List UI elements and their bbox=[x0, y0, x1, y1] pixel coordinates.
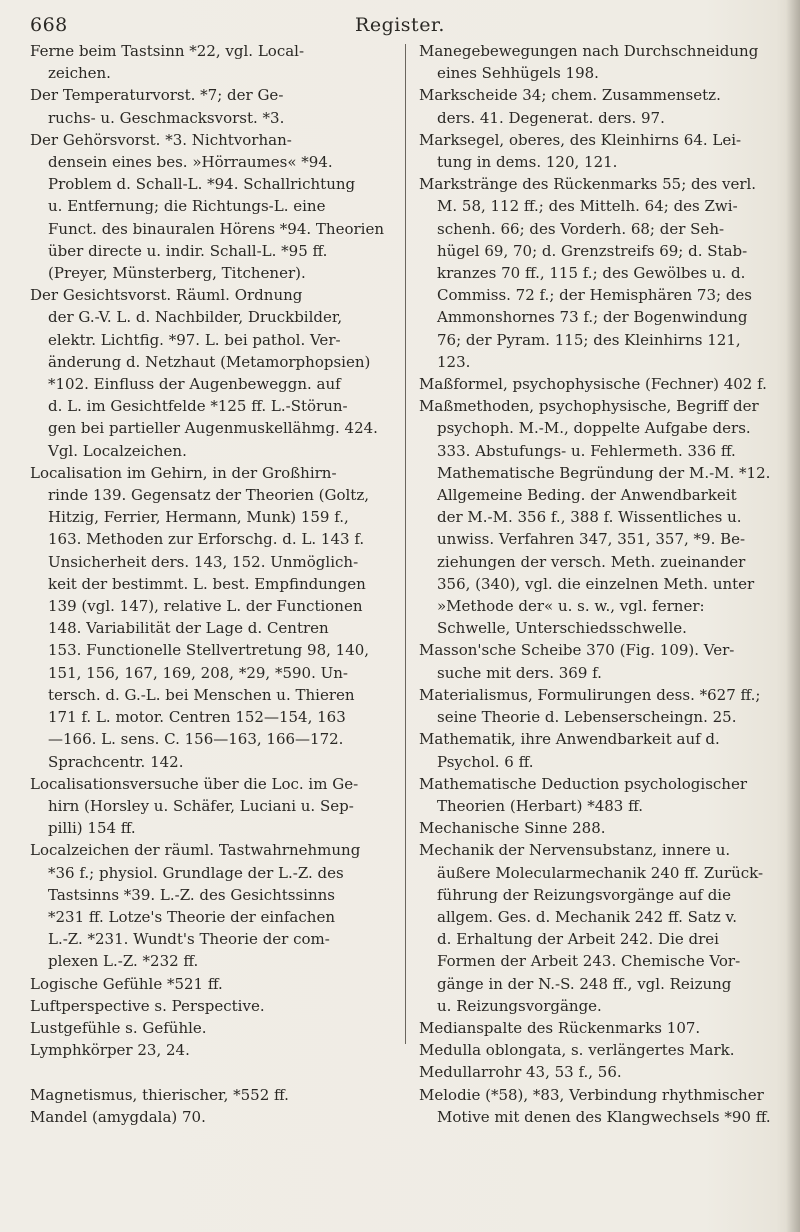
index-entry-line: Medianspalte des Rückenmarks 107. bbox=[419, 1018, 701, 1037]
index-entry-continuation: seine Theorie d. Lebenserscheingn. 25. bbox=[437, 708, 737, 727]
index-entry-continuation: u. Reizungsvorgänge. bbox=[437, 996, 602, 1015]
index-entry-continuation: allgem. Ges. d. Mechanik 242 ff. Satz v. bbox=[437, 907, 737, 926]
index-entry-continuation: M. 58, 112 ff.; des Mittelh. 64; des Zwi- bbox=[437, 197, 738, 216]
index-entry-line: Der Gesichtsvorst. Räuml. Ordnung bbox=[30, 286, 303, 305]
index-entry bbox=[419, 129, 776, 173]
index-entry-continuation: 139 (vgl. 147), relative L. der Functionen bbox=[48, 597, 363, 616]
index-entry-line: Maßformel, psychophysische (Fechner) 402 f. bbox=[419, 375, 767, 394]
index-entry bbox=[30, 1084, 395, 1106]
index-entry-continuation: ders. 41. Degenerat. ders. 97. bbox=[437, 108, 665, 127]
index-entry bbox=[30, 40, 395, 84]
index-entry bbox=[30, 1017, 395, 1039]
index-entry-line: Localzeichen der räuml. Tastwahrnehmung bbox=[30, 841, 361, 860]
index-entry bbox=[419, 684, 776, 728]
index-entry-continuation: rinde 139. Gegensatz der Theorien (Goltz, bbox=[48, 486, 370, 505]
index-entry-continuation: keit der bestimmt. L. best. Empfindungen bbox=[48, 574, 366, 593]
index-entry-line: Markstränge des Rückenmarks 55; des verl. bbox=[419, 175, 757, 194]
index-entry-line: Maßmethoden, psychophysische, Begriff der bbox=[419, 397, 759, 416]
index-entry-continuation: Sprachcentr. 142. bbox=[48, 752, 184, 771]
index-entry-continuation: gänge in der N.-S. 248 ff., vgl. Reizung bbox=[437, 974, 732, 993]
index-entry-continuation: 151, 156, 167, 169, 208, *29, *590. Un- bbox=[48, 663, 348, 682]
index-entry bbox=[30, 973, 395, 995]
index-entry-continuation: pilli) 154 ff. bbox=[48, 819, 136, 838]
index-entry bbox=[419, 1084, 776, 1128]
index-entry bbox=[419, 1017, 776, 1039]
index-entry-line: Medulla oblongata, s. verlängertes Mark. bbox=[419, 1041, 735, 1060]
index-entry bbox=[419, 839, 776, 1017]
index-entry-continuation: 148. Variabilität der Lage d. Centren bbox=[48, 619, 329, 638]
index-entry-continuation: psychoph. M.-M., doppelte Aufgabe ders. bbox=[437, 419, 751, 438]
index-entry-line bbox=[30, 1061, 395, 1083]
index-entry-continuation: suche mit ders. 369 f. bbox=[437, 663, 602, 682]
index-entry-continuation: u. Entfernung; die Richtungs-L. eine bbox=[48, 197, 326, 216]
index-entry-line: Lustgefühle s. Gefühle. bbox=[30, 1018, 207, 1037]
index-entry-line: Logische Gefühle *521 ff. bbox=[30, 974, 223, 993]
index-entry-line: Mathematik, ihre Anwendbarkeit auf d. bbox=[419, 730, 720, 749]
index-entry-continuation: führung der Reizungsvorgänge auf die bbox=[437, 885, 731, 904]
index-entry bbox=[419, 173, 776, 373]
index-entry-continuation: Theorien (Herbart) *483 ff. bbox=[437, 796, 643, 815]
index-entry-line: Magnetismus, thierischer, *552 ff. bbox=[30, 1085, 289, 1104]
index-entry-continuation: L.-Z. *231. Wundt's Theorie der com- bbox=[48, 930, 330, 949]
index-entry-continuation: 333. Abstufungs- u. Fehlermeth. 336 ff. bbox=[437, 441, 736, 460]
index-entry-line: Ferne beim Tastsinn *22, vgl. Local- bbox=[30, 42, 305, 60]
running-title: Register. bbox=[355, 14, 445, 36]
index-entry-continuation: schenh. 66; des Vorderh. 68; der Seh- bbox=[437, 219, 725, 238]
index-entry-continuation: äußere Molecularmechanik 240 ff. Zurück- bbox=[437, 863, 764, 882]
index-entry bbox=[419, 1039, 776, 1061]
index-entry-continuation: d. Erhaltung der Arbeit 242. Die drei bbox=[437, 930, 719, 949]
index-entry-line: Mechanik der Nervensubstanz, innere u. bbox=[419, 841, 731, 860]
index-entry-line: Manegebewegungen nach Durchschneidung bbox=[419, 42, 759, 60]
index-entry bbox=[30, 84, 395, 128]
index-entry-continuation: 163. Methoden zur Erforschg. d. L. 143 f. bbox=[48, 530, 365, 549]
page-header bbox=[0, 6, 800, 40]
index-entry-continuation: änderung d. Netzhaut (Metamorphopsien) bbox=[48, 352, 371, 371]
index-entry-continuation: Mathematische Begründung der M.-M. *12. bbox=[437, 463, 771, 482]
index-column-left bbox=[30, 40, 395, 1128]
index-entry-continuation: gen bei partieller Augenmuskellähmg. 424. bbox=[48, 419, 378, 438]
index-entry-line: Melodie (*58), *83, Verbindung rhythmischer bbox=[419, 1085, 764, 1104]
index-entry-line: Localisation im Gehirn, in der Großhirn- bbox=[30, 463, 337, 482]
index-entry-continuation: plexen L.-Z. *232 ff. bbox=[48, 952, 199, 971]
index-entry-continuation: Vgl. Localzeichen. bbox=[48, 441, 187, 460]
index-entry-continuation: tung in dems. 120, 121. bbox=[437, 153, 618, 172]
index-entry-continuation: Funct. des binauralen Hörens *94. Theorien bbox=[48, 219, 385, 238]
index-entry-continuation: Motive mit denen des Klangwechsels *90 ff. bbox=[437, 1107, 771, 1126]
page-number: 668 bbox=[30, 14, 68, 36]
index-entry bbox=[419, 84, 776, 128]
index-entry-continuation: *231 ff. Lotze's Theorie der einfachen bbox=[48, 907, 335, 926]
index-entry bbox=[30, 462, 395, 773]
index-entry-continuation: 123. bbox=[437, 352, 471, 371]
index-entry-continuation: tersch. d. G.-L. bei Menschen u. Thieren bbox=[48, 685, 355, 704]
index-entry-continuation: »Methode der« u. s. w., vgl. ferner: bbox=[437, 597, 705, 616]
index-entry-continuation: (Preyer, Münsterberg, Titchener). bbox=[48, 264, 306, 283]
column-divider bbox=[405, 44, 406, 1044]
index-entry-continuation: Unsicherheit ders. 143, 152. Unmöglich- bbox=[48, 552, 359, 571]
index-entry-line: Der Temperaturvorst. *7; der Ge- bbox=[30, 86, 284, 105]
index-entry-continuation: Psychol. 6 ff. bbox=[437, 752, 534, 771]
index-entry-line: Mathematische Deduction psychologischer bbox=[419, 774, 748, 793]
index-entry bbox=[419, 1061, 776, 1083]
index-entry bbox=[419, 728, 776, 772]
index-entry-continuation: Tastsinns *39. L.-Z. des Gesichtssinns bbox=[48, 885, 336, 904]
index-entry bbox=[419, 395, 776, 639]
index-entry-continuation: *102. Einfluss der Augenbeweggn. auf bbox=[48, 375, 341, 394]
index-entry-continuation: eines Sehhügels 198. bbox=[437, 64, 599, 83]
index-entry-line: Materialismus, Formulirungen dess. *627 ff.; bbox=[419, 685, 761, 704]
index-entry-line: Markscheide 34; chem. Zusammensetz. bbox=[419, 86, 721, 105]
index-entry-continuation: Ammonshornes 73 f.; der Bogenwindung bbox=[437, 308, 748, 327]
index-entry-line: Luftperspective s. Perspective. bbox=[30, 996, 265, 1015]
index-entry-continuation: 153. Functionelle Stellvertretung 98, 140, bbox=[48, 641, 370, 660]
index-entry-continuation: Schwelle, Unterschiedsschwelle. bbox=[437, 619, 687, 638]
index-entry-continuation: *36 f.; physiol. Grundlage der L.-Z. des bbox=[48, 863, 344, 882]
index-entry-line: Medullarrohr 43, 53 f., 56. bbox=[419, 1063, 622, 1082]
index-entry-continuation: Formen der Arbeit 243. Chemische Vor- bbox=[437, 952, 741, 971]
index-entry-line: Der Gehörsvorst. *3. Nichtvorhan- bbox=[30, 130, 292, 149]
index-entry bbox=[30, 1106, 395, 1128]
index-entry-continuation: hügel 69, 70; d. Grenzstreifs 69; d. Stab- bbox=[437, 241, 748, 260]
index-entry-continuation: über directe u. indir. Schall-L. *95 ff. bbox=[48, 241, 328, 260]
page-edge-shadow bbox=[786, 0, 800, 1232]
index-entry-continuation: —166. L. sens. C. 156—163, 166—172. bbox=[48, 730, 344, 749]
index-entry bbox=[30, 1039, 395, 1061]
index-entry-line: Localisationsversuche über die Loc. im Ge- bbox=[30, 774, 359, 793]
index-entry-line: Masson'sche Scheibe 370 (Fig. 109). Ver- bbox=[419, 641, 735, 660]
index-entry bbox=[419, 773, 776, 817]
index-entry bbox=[30, 1061, 395, 1083]
index-entry bbox=[419, 373, 776, 395]
index-entry-continuation: Allgemeine Beding. der Anwendbarkeit bbox=[437, 486, 737, 505]
index-entry-continuation: ziehungen der versch. Meth. zueinander bbox=[437, 552, 746, 571]
index-entry bbox=[30, 995, 395, 1017]
index-entry-line: Mechanische Sinne 288. bbox=[419, 819, 606, 838]
index-entry-continuation: elektr. Lichtfig. *97. L. bei pathol. Ver- bbox=[48, 330, 341, 349]
index-entry-continuation: 76; der Pyram. 115; des Kleinhirns 121, bbox=[437, 330, 741, 349]
index-entry-continuation: kranzes 70 ff., 115 f.; des Gewölbes u. d. bbox=[437, 264, 746, 283]
index-entry-continuation: Problem d. Schall-L. *94. Schallrichtung bbox=[48, 175, 356, 194]
index-entry-continuation: d. L. im Gesichtfelde *125 ff. L.-Störun- bbox=[48, 397, 348, 416]
index-entry-continuation: zeichen. bbox=[48, 64, 111, 83]
index-entry-line: Lymphkörper 23, 24. bbox=[30, 1041, 190, 1060]
index-entry-continuation: 356, (340), vgl. die einzelnen Meth. unter bbox=[437, 574, 755, 593]
index-column-right bbox=[419, 40, 776, 1128]
index-entry bbox=[30, 773, 395, 840]
index-entry bbox=[30, 839, 395, 972]
index-entry-continuation: der G.-V. L. d. Nachbilder, Druckbilder, bbox=[48, 308, 343, 327]
index-entry-continuation: Hitzig, Ferrier, Hermann, Munk) 159 f., bbox=[48, 508, 349, 527]
index-entry-continuation: ruchs- u. Geschmacksvorst. *3. bbox=[48, 108, 285, 127]
index-entry-line: Marksegel, oberes, des Kleinhirns 64. Lei- bbox=[419, 130, 742, 149]
index-entry bbox=[419, 639, 776, 683]
index-entry bbox=[419, 817, 776, 839]
index-entry-continuation: Commiss. 72 f.; der Hemisphären 73; des bbox=[437, 286, 753, 305]
index-entry-continuation: der M.-M. 356 f., 388 f. Wissentliches u. bbox=[437, 508, 742, 527]
index-entry-continuation: densein eines bes. »Hörraumes« *94. bbox=[48, 153, 333, 172]
index-entry bbox=[30, 284, 395, 462]
index-entry-line: Mandel (amygdala) 70. bbox=[30, 1107, 206, 1126]
index-entry-continuation: unwiss. Verfahren 347, 351, 357, *9. Be- bbox=[437, 530, 746, 549]
index-entry-continuation: hirn (Horsley u. Schäfer, Luciani u. Sep- bbox=[48, 796, 354, 815]
index-entry bbox=[419, 40, 776, 84]
index-entry bbox=[30, 129, 395, 284]
index-entry-continuation: 171 f. L. motor. Centren 152—154, 163 bbox=[48, 708, 346, 727]
